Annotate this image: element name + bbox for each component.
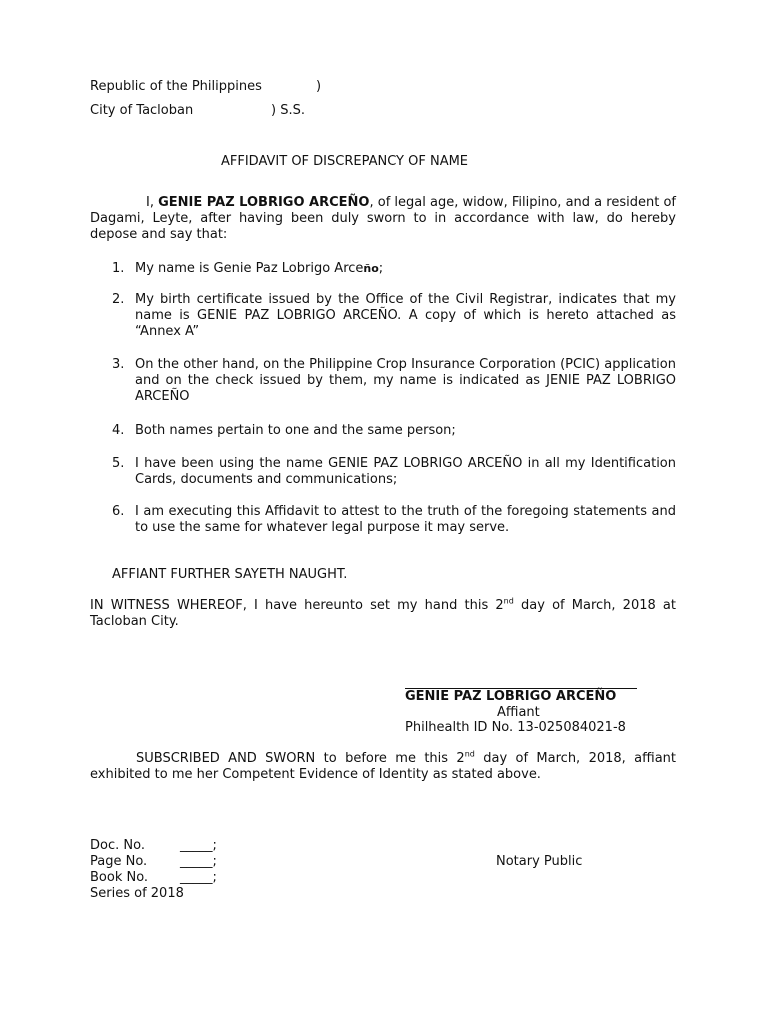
jurat-paragraph	[90, 751, 676, 783]
list-item	[112, 456, 676, 488]
list-item	[112, 292, 676, 340]
page-no-label: Page No.	[90, 854, 148, 869]
item-number: 2.	[112, 292, 125, 307]
list-item	[112, 261, 676, 277]
list-item	[112, 423, 676, 439]
caption-city: City of Tacloban	[90, 103, 194, 118]
item-text: Both names pertain to one and the same person;	[135, 423, 456, 438]
item-text: My name is Genie Paz Lobrigo Arce	[135, 261, 364, 276]
document-title: AFFIDAVIT OF DISCREPANCY OF NAME	[221, 154, 469, 169]
item-number: 5.	[112, 456, 125, 471]
caption-paren: )	[316, 79, 322, 94]
item-text: On the other hand, on the Philippine Crop Insurance Corporation (PCIC) application and on the check issued by them, my name is indicated as JENIE PAZ LOBRIGO ARCEÑO	[135, 357, 676, 404]
list-item	[112, 357, 676, 405]
doc-no-blank: _____;	[180, 838, 217, 853]
further-sayeth: AFFIANT FURTHER SAYETH NAUGHT.	[112, 567, 348, 582]
intro-paragraph	[90, 195, 676, 243]
witness-clause	[90, 598, 676, 630]
witness-post: day of March, 2018 at Tacloban City.	[90, 598, 676, 629]
signatory-name: GENIE PAZ LOBRIGO ARCEÑO	[405, 689, 617, 704]
witness-sup: nd	[503, 596, 514, 606]
item-text-end: ;	[378, 261, 384, 276]
witness-pre: IN WITNESS WHEREOF, I have hereunto set my hand this 2	[90, 598, 504, 613]
jurat-post: day of March, 2018, affiant exhibited to me her Competent Evidence of Identity as stated above.	[90, 751, 676, 782]
caption-ss: ) S.S.	[271, 103, 305, 118]
jurat-sup: nd	[464, 749, 475, 759]
item-text: My birth certificate issued by the Office of the Civil Registrar, indicates that my name is GENIE PAZ LOBRIGO ARCEÑO. A copy of which is hereto attached as “Annex A”	[135, 292, 676, 339]
notary-public-label: Notary Public	[496, 854, 583, 869]
item-number: 1.	[112, 261, 125, 276]
book-no-blank: _____;	[180, 870, 217, 885]
item-number: 6.	[112, 504, 125, 519]
doc-no-label: Doc. No.	[90, 838, 145, 853]
intro-rest: , of legal age, widow, Filipino, and a resident of Dagami, Leyte, after having been duly sworn to in accordance with law, do hereby depose and say that:	[90, 195, 676, 242]
item-text-tail: ño	[363, 262, 379, 275]
page-no-blank: _____;	[180, 854, 217, 869]
item-number: 3.	[112, 357, 125, 372]
item-text: I have been using the name GENIE PAZ LOBRIGO ARCEÑO in all my Identification Cards, documents and communications;	[135, 456, 676, 487]
item-number: 4.	[112, 423, 125, 438]
intro-prefix: I,	[146, 195, 159, 210]
jurat-pre: SUBSCRIBED AND SWORN to before me this 2	[136, 751, 465, 766]
series-label: Series of 2018	[90, 886, 184, 901]
affiant-name: GENIE PAZ LOBRIGO ARCEÑO	[158, 195, 370, 210]
book-no-label: Book No.	[90, 870, 149, 885]
signatory-role: Affiant	[497, 705, 540, 720]
caption-republic: Republic of the Philippines	[90, 79, 262, 94]
list-item	[112, 504, 676, 536]
item-text: I am executing this Affidavit to attest to the truth of the foregoing statements and to use the same for whatever legal purpose it may serve.	[135, 504, 676, 535]
signatory-id: Philhealth ID No. 13-025084021-8	[405, 720, 626, 735]
